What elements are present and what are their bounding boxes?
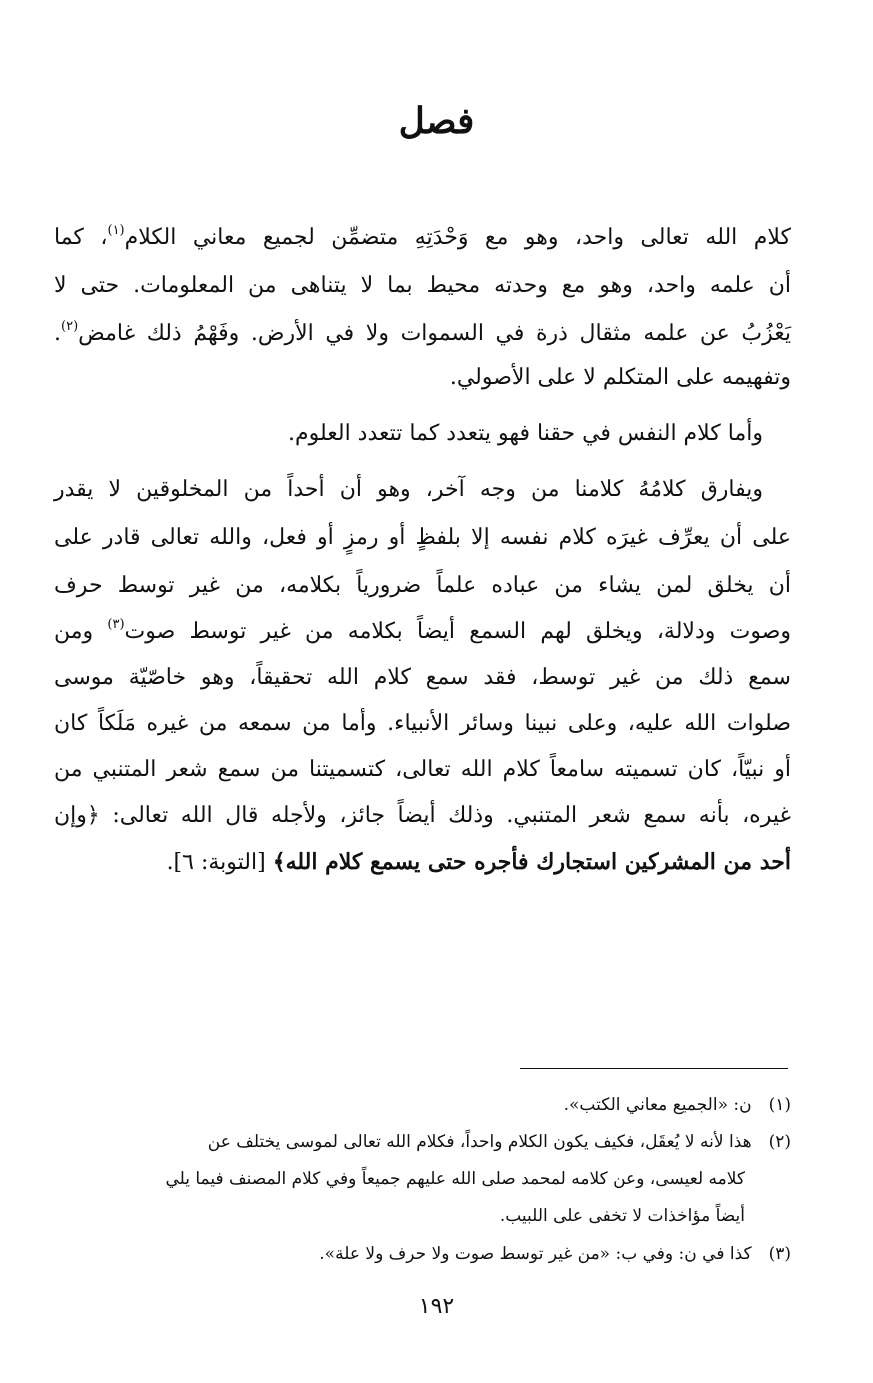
footnote <box>54 1236 791 1272</box>
footnote <box>54 1124 791 1160</box>
line-text: صلوات الله عليه، وعلى نبينا وسائر الأنبياء. وأما من سمعه من غيره مَلَكاً كان <box>54 711 791 736</box>
page-number: ١٩٢ <box>418 1294 455 1319</box>
line-text-tail: ، كما <box>54 225 108 250</box>
line-text: يَعْزُبُ عن علمه مثقال ذرة في السموات ولا في الأرض. وفَهْمُ ذلك غامض <box>78 321 791 346</box>
footnote-ref: (٢) <box>61 319 79 334</box>
body-line <box>54 700 791 748</box>
body-line <box>54 608 791 656</box>
footnote-continuation <box>54 1161 745 1197</box>
body-line <box>54 746 791 794</box>
body-line <box>54 562 791 610</box>
line-text: كلام الله تعالى واحد، وهو مع وَحْدَتِهِ متضمِّن لجميع معاني الكلام <box>124 225 791 250</box>
footnote-text: ن: «الجميع معاني الكتب». <box>563 1095 752 1115</box>
footnote-number: (١) <box>768 1095 791 1115</box>
footnote-text: أيضاً مؤاخذات لا تخفى على اللبيب. <box>499 1206 745 1226</box>
quran-reference: [التوبة: ٦]. <box>166 850 273 875</box>
line-text: سمع ذلك من غير توسط، فقد سمع كلام الله تحقيقاً، وهو خاصّيّة موسى <box>54 665 791 690</box>
footnote-ref: (١) <box>107 223 125 238</box>
footnote-continuation <box>54 1198 745 1234</box>
line-text-tail: . <box>54 321 61 346</box>
line-text-tail: ومن <box>54 619 108 644</box>
line-text: ويفارق كلامُهُ كلامنا من وجه آخر، وهو أن أحداً من المخلوقين لا يقدر <box>54 477 763 502</box>
body-line <box>54 838 791 886</box>
line-text: أو نبيّاً، كان تسميته سامعاً كلام الله تعالى، كتسميتنا من سمع شعر المتنبي من <box>54 757 791 782</box>
body-line <box>54 514 791 562</box>
line-text: غيره، بأنه سمع شعر المتنبي. وذلك أيضاً جائز، ولأجله قال الله تعالى: ﴿وإن <box>54 803 791 828</box>
line-text: وصوت ودلالة، ويخلق لهم السمع أيضاً بكلامه من غير توسط صوت <box>124 619 792 644</box>
body-line <box>54 466 791 514</box>
footnote <box>54 1087 791 1123</box>
footnote-separator <box>520 1068 788 1069</box>
quran-quote: أحد من المشركين استجارك فأجره حتى يسمع كلام الله﴾ <box>272 849 791 875</box>
body-line <box>54 354 791 402</box>
footnote-text: كلامه لعيسى، وعن كلامه لمحمد صلى الله عليهم جميعاً وفي كلام المصنف فيما يلي <box>165 1169 745 1189</box>
footnote-number: (٣) <box>768 1244 791 1264</box>
line-text: أن يخلق لمن يشاء من عباده علماً ضرورياً بكلامه، من غير توسط حرف <box>54 573 791 598</box>
body-line <box>54 310 791 358</box>
footnote-text: كذا في ن: وفي ب: «من غير توسط صوت ولا حرف ولا علة». <box>319 1244 752 1264</box>
footnote-number: (٢) <box>768 1132 791 1152</box>
footnote-ref: (٣) <box>107 617 125 632</box>
footnote-text: هذا لأنه لا يُعقَل، فكيف يكون الكلام واحداً، فكلام الله تعالى لموسى يختلف عن <box>207 1132 752 1152</box>
body-line <box>54 654 791 702</box>
line-text: وتفهيمه على المتكلم لا على الأصولي. <box>449 365 791 390</box>
line-text: أن علمه واحد، وهو مع وحدته محيط بما لا يتناهى من المعلومات. حتى لا <box>54 273 791 298</box>
body-line <box>54 792 791 840</box>
section-heading: فصل <box>398 100 475 142</box>
body-line <box>54 214 791 262</box>
line-text: وأما كلام النفس في حقنا فهو يتعدد كما تتعدد العلوم. <box>288 421 763 446</box>
body-line <box>54 262 791 310</box>
body-line <box>54 410 791 458</box>
line-text: على أن يعرِّف غيرَه كلام نفسه إلا بلفظٍ أو رمزٍ أو فعل، والله تعالى قادر على <box>54 525 791 550</box>
